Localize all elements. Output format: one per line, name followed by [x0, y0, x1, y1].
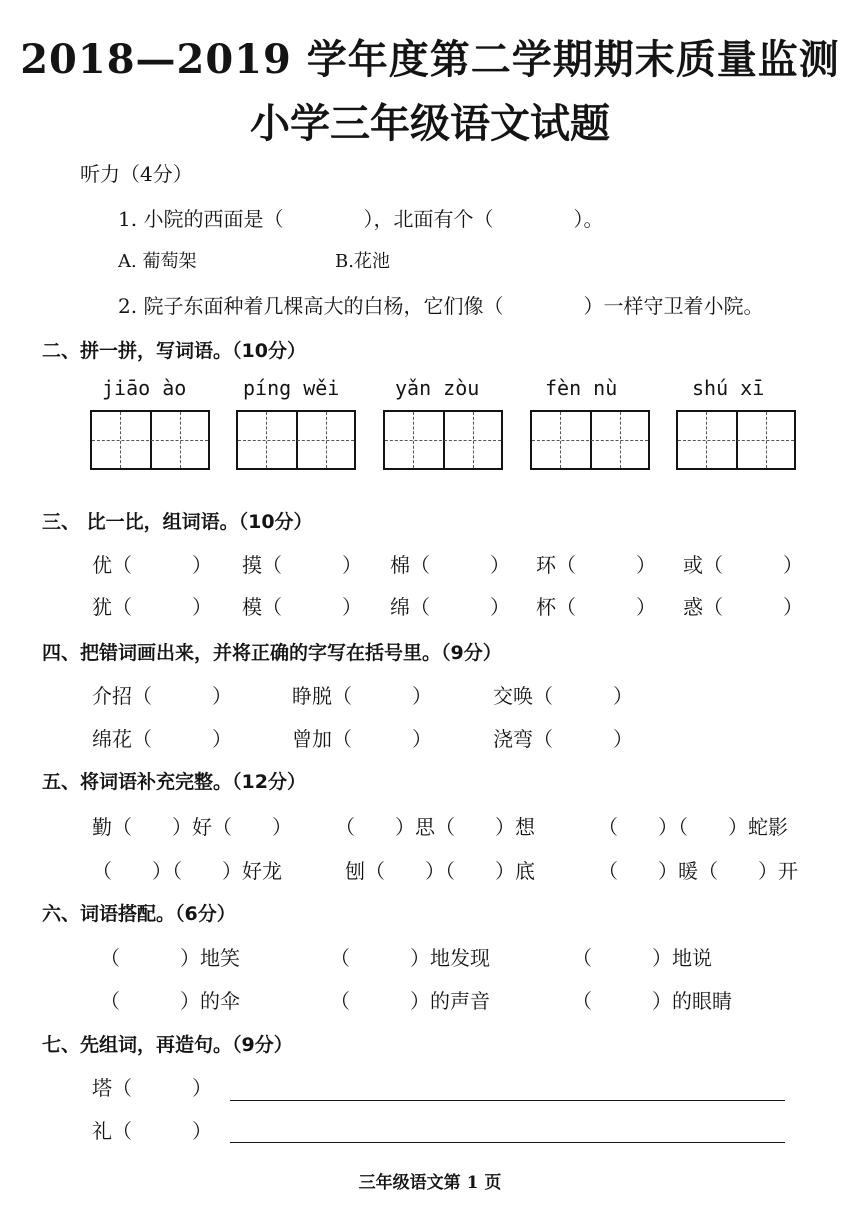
compare-item: 惑（ ） [683, 595, 803, 619]
wrong-word-item: 浇弯（ ） [493, 727, 633, 751]
section-3-heading: 三、 比一比，组词语。（10分） [42, 511, 313, 533]
section-6-heading: 六、词语搭配。（6分） [42, 903, 236, 925]
compare-item: 棉（ ） [390, 553, 510, 577]
writing-grid-5[interactable] [676, 410, 796, 470]
page-footer: 三年级语文第 1 页 [358, 1173, 502, 1193]
idiom-item: 勤（ ）好（ ） [92, 815, 292, 839]
pinyin-1: jiāo ào [102, 376, 187, 400]
collocation-item: （ ）的声音 [330, 989, 490, 1013]
collocation-item: （ ）的伞 [100, 989, 240, 1013]
wrong-word-item: 绵花（ ） [92, 727, 232, 751]
compare-item: 或（ ） [683, 553, 803, 577]
wrong-word-item: 交唤（ ） [493, 684, 633, 708]
collocation-item: （ ）地笑 [100, 946, 240, 970]
answer-line[interactable] [230, 1100, 785, 1101]
section-listening-heading: 听力（4分） [80, 162, 193, 186]
collocation-item: （ ）地发现 [330, 946, 490, 970]
exam-title-line2: 小学三年级语文试题 [250, 100, 610, 147]
section-5-heading: 五、将词语补充完整。（12分） [42, 771, 306, 793]
pinyin-4: fèn nù [545, 376, 618, 400]
collocation-item: （ ）的眼睛 [572, 989, 732, 1013]
compare-item: 优（ ） [92, 553, 212, 577]
section-4-heading: 四、把错词画出来，并将正确的字写在括号里。（9分） [42, 642, 502, 664]
answer-line[interactable] [230, 1142, 785, 1143]
compare-item: 模（ ） [242, 595, 362, 619]
listening-option-b: B.花池 [335, 251, 390, 272]
exam-title-line1: 2018—2019 学年度第二学期期末质量监测 [20, 36, 840, 83]
writing-grid-2[interactable] [236, 410, 356, 470]
listening-question-1: 1. 小院的西面是（ ），北面有个（ ）。 [118, 207, 604, 231]
listening-option-a: A. 葡萄架 [118, 251, 197, 272]
writing-grid-3[interactable] [383, 410, 503, 470]
wrong-word-item: 介招（ ） [92, 684, 232, 708]
pinyin-2: píng wěi [243, 376, 340, 400]
section-2-heading: 二、拼一拼，写词语。（10分） [42, 340, 306, 362]
idiom-item: 刨（ ）（ ）底 [345, 859, 535, 883]
sentence-item-label: 塔（ ） [92, 1076, 212, 1100]
compare-item: 环（ ） [536, 553, 656, 577]
writing-grid-4[interactable] [530, 410, 650, 470]
compare-item: 犹（ ） [92, 595, 212, 619]
idiom-item: （ ）思（ ）想 [335, 815, 535, 839]
idiom-item: （ ）暖（ ）开 [598, 859, 798, 883]
listening-question-2: 2. 院子东面种着几棵高大的白杨，它们像（ ）一样守卫着小院。 [118, 294, 764, 318]
wrong-word-item: 睁脱（ ） [292, 684, 432, 708]
pinyin-3: yǎn zòu [395, 376, 480, 400]
sentence-item-label: 礼（ ） [92, 1119, 212, 1143]
collocation-item: （ ）地说 [572, 946, 712, 970]
compare-item: 杯（ ） [536, 595, 656, 619]
section-7-heading: 七、先组词，再造句。（9分） [42, 1034, 293, 1056]
pinyin-5: shú xī [692, 376, 765, 400]
idiom-item: （ ）（ ）蛇影 [598, 815, 788, 839]
compare-item: 摸（ ） [242, 553, 362, 577]
compare-item: 绵（ ） [390, 595, 510, 619]
idiom-item: （ ）（ ）好龙 [92, 859, 282, 883]
wrong-word-item: 曾加（ ） [292, 727, 432, 751]
writing-grid-1[interactable] [90, 410, 210, 470]
